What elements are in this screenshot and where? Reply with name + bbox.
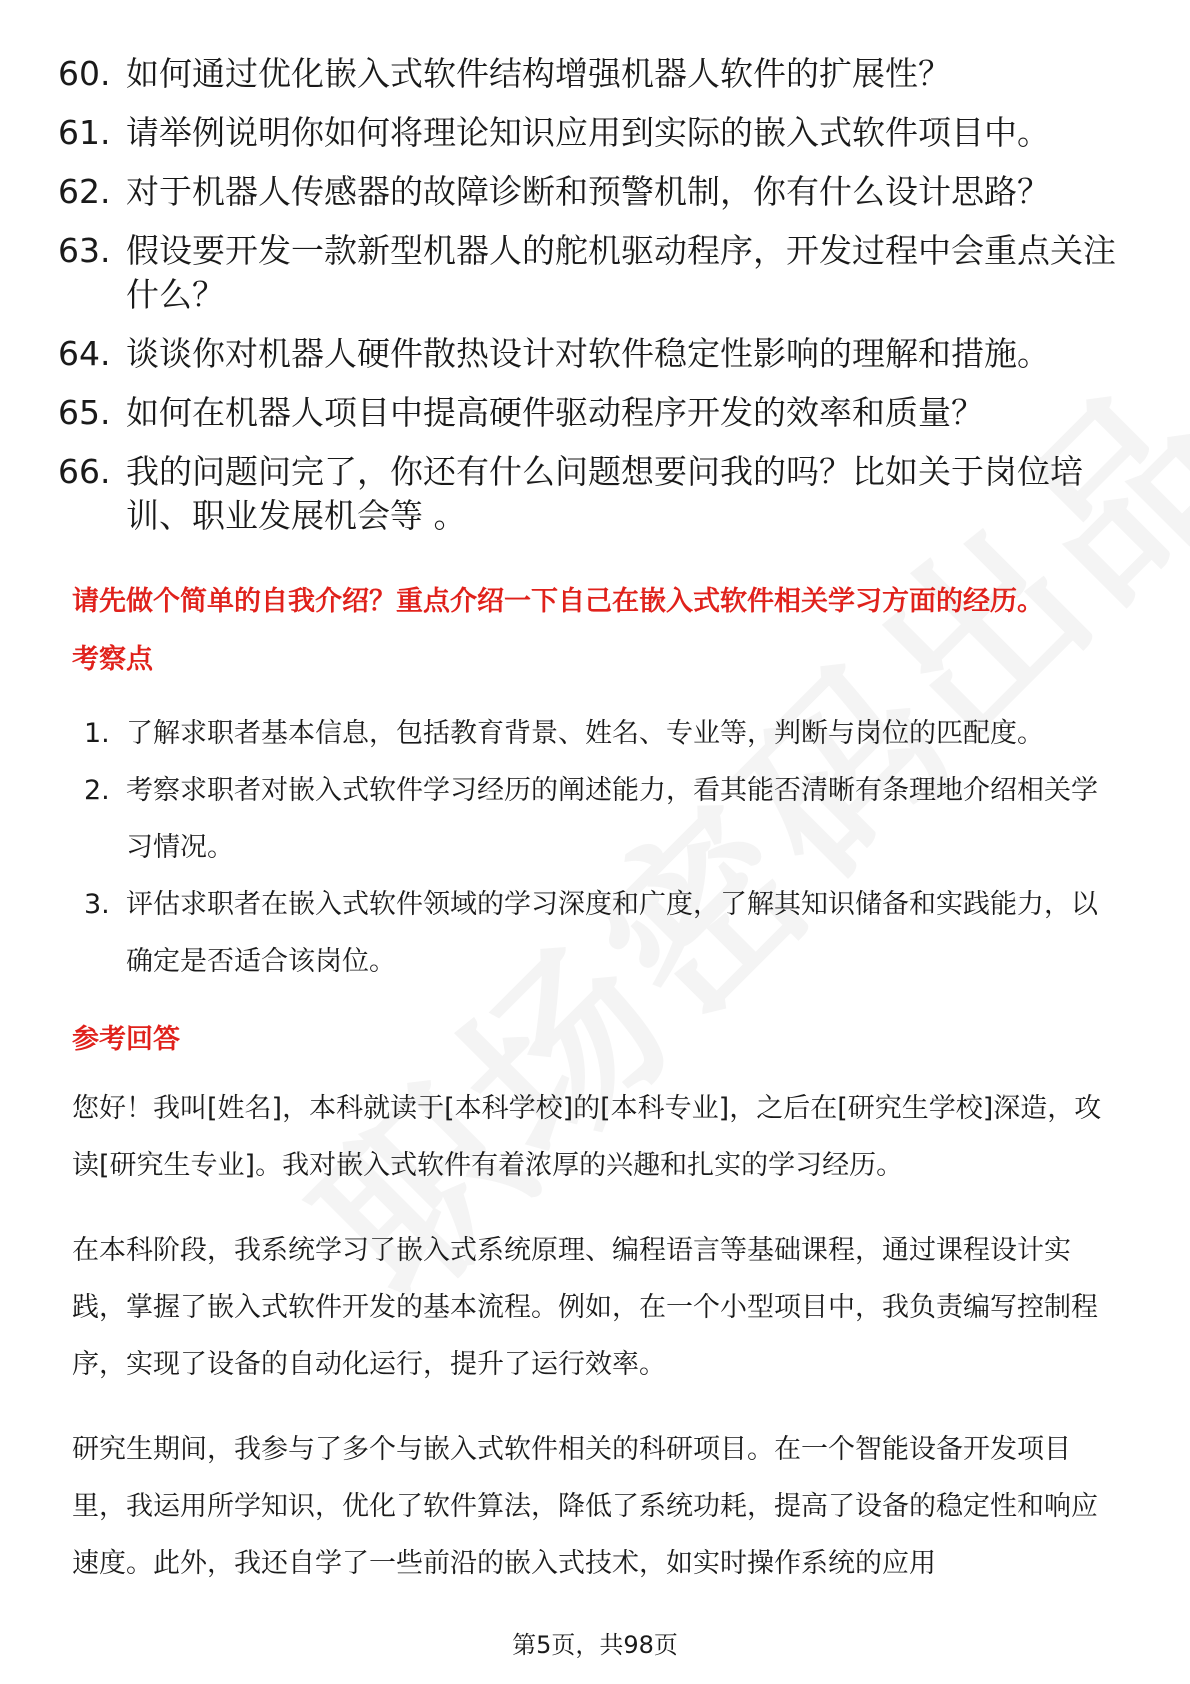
answer-paragraph: 您好！我叫[姓名]，本科就读于[本科学校]的[本科专业]，之后在[研究生学校]深造，攻读[研究生专业]。我对嵌入式软件有着浓厚的兴趣和扎实的学习经历。	[72, 1093, 1102, 1181]
list-item	[84, 762, 1124, 876]
list-number: 2.	[84, 775, 110, 806]
question-item	[58, 111, 1138, 155]
question-item	[58, 450, 1138, 538]
question-number: 61.	[58, 113, 111, 152]
list-text: 评估求职者在嵌入式软件领域的学习深度和广度，了解其知识储备和实践能力，以确定是否适合该岗位。	[126, 889, 1098, 977]
question-number: 64.	[58, 334, 111, 373]
page-footer: 第5页，共98页	[512, 1631, 678, 1659]
question-text: 对于机器人传感器的故障诊断和预警机制，你有什么设计思路？	[126, 172, 1050, 211]
question-item	[58, 229, 1138, 317]
answer-heading: 参考回答	[72, 1024, 180, 1055]
question-text: 如何通过优化嵌入式软件结构增强机器人软件的扩展性？	[126, 54, 951, 93]
question-item	[58, 391, 1138, 435]
question-item	[58, 170, 1138, 214]
list-number: 3.	[84, 889, 110, 920]
list-text: 了解求职者基本信息，包括教育背景、姓名、专业等，判断与岗位的匹配度。	[126, 718, 1044, 749]
question-number: 60.	[58, 54, 111, 93]
list-text: 考察求职者对嵌入式软件学习经历的阐述能力，看其能否清晰有条理地介绍相关学习情况。	[126, 775, 1098, 863]
list-item	[84, 705, 1124, 762]
question-text: 如何在机器人项目中提高硬件驱动程序开发的效率和质量？	[126, 393, 984, 432]
list-number: 1.	[84, 718, 110, 749]
answer-paragraph: 在本科阶段，我系统学习了嵌入式系统原理、编程语言等基础课程，通过课程设计实践，掌握了嵌入式软件开发的基本流程。例如，在一个小型项目中，我负责编写控制程序，实现了设备的自动化运行，提升了运行效率。	[72, 1235, 1098, 1380]
question-item	[58, 52, 1138, 96]
question-list	[58, 52, 1138, 553]
assessment-points-list	[84, 705, 1124, 990]
question-text: 我的问题问完了，你还有什么问题想要问我的吗？比如关于岗位培训、职业发展机会等 。	[126, 452, 1083, 535]
interview-question-heading: 请先做个简单的自我介绍？重点介绍一下自己在嵌入式软件相关学习方面的经历。	[72, 586, 1044, 617]
question-text: 谈谈你对机器人硬件散热设计对软件稳定性影响的理解和措施。	[126, 334, 1050, 373]
question-number: 66.	[58, 452, 111, 491]
list-item	[84, 876, 1124, 990]
question-number: 65.	[58, 393, 111, 432]
question-item	[58, 332, 1138, 376]
question-number: 62.	[58, 172, 111, 211]
question-text: 请举例说明你如何将理论知识应用到实际的嵌入式软件项目中。	[126, 113, 1050, 152]
answer-paragraph: 研究生期间，我参与了多个与嵌入式软件相关的科研项目。在一个智能设备开发项目里，我运用所学知识，优化了软件算法，降低了系统功耗，提高了设备的稳定性和响应速度。此外，我还自学了一些前沿的嵌入式技术，如实时操作系统的应用	[72, 1434, 1098, 1579]
question-number: 63.	[58, 231, 111, 270]
points-heading: 考察点	[72, 644, 153, 675]
question-text: 假设要开发一款新型机器人的舵机驱动程序，开发过程中会重点关注什么？	[126, 231, 1116, 314]
